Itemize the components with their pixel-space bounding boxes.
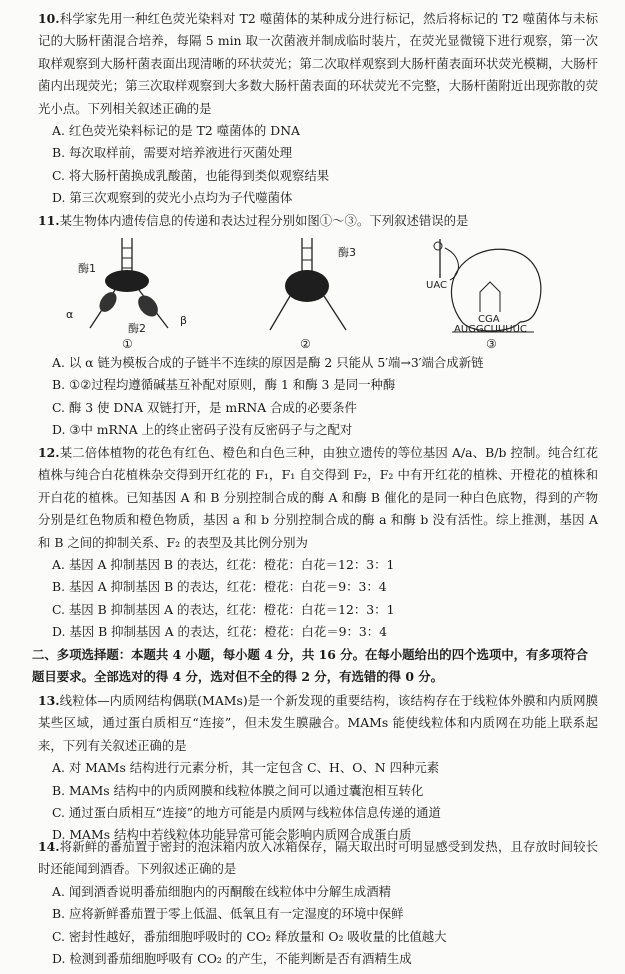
question-11-figure — [66, 236, 590, 354]
option-c: C. 基因 B 抑制基因 A 的表达，红花：橙花：白花＝12：3：1 — [52, 601, 395, 617]
option-a: A. 以 α 链为模板合成的子链半不连续的原因是酶 2 只能从 5′端→3′端合成新链 — [52, 355, 484, 370]
mrna-sequence: AUGGCUUUUC — [454, 324, 527, 335]
question-number: 13. — [38, 693, 60, 708]
enzyme-2-label: 酶2 — [128, 322, 146, 335]
option-d: D. ③中 mRNA 上的终止密码子没有反密码子与之配对 — [52, 422, 353, 438]
option-c: C. 通过蛋白质相互“连接”的地方可能是内质网与线粒体信息传递的通道 — [52, 805, 441, 821]
anticodon-uac: UAC — [426, 280, 447, 291]
section-2-header — [32, 644, 598, 689]
option-a: A. 基因 A 抑制基因 B 的表达，红花：橙花：白花＝12：3：1 — [52, 557, 395, 573]
option-c: C. 密封性越好，番茄细胞呼吸时的 CO₂ 释放量和 O₂ 吸收量的比值越大 — [52, 928, 447, 944]
option-c: C. 将大肠杆菌换成乳酸菌，也能得到类似观察结果 — [52, 167, 330, 183]
question-10-stem: 10.科学家先用一种红色荧光染料对 T2 噬菌体的某种成分进行标记，然后将标记的 T2 噬菌体与未标记的大肠杆菌混合培养，每隔 5 min 取一次菌液并制成临时装片，在荧光显微镜下进行观察，第一次取样观察到大肠杆菌表面出现清晰的环状荧光；第二次取样观察到大肠杆菌表面环状荧光模糊，大肠杆菌内出现荧光；第三次取样观察到大多数大肠杆菌表面的环状荧光不完整，大肠杆菌附近出现弥散的荧光小点。下列相关叙述正确的是 — [38, 11, 598, 116]
question-10 — [38, 8, 598, 210]
question-13 — [38, 690, 598, 847]
option-c: C. 酶 3 使 DNA 双链打开，是 mRNA 合成的必要条件 — [52, 399, 357, 415]
question-14-stem: 14.将新鲜的番茄置于密封的泡沫箱内放入冰箱保存，隔天取出时可明显感受到发热，且存放时间较长时还能闻到酒香。下列叙述正确的是 — [38, 839, 598, 877]
figure-3-translation — [426, 239, 541, 351]
section-2-title: 二、多项选择题：本题共 4 小题，每小题 4 分，共 16 分。在每小题给出的四个选项中，有多项符合题目要求。全部选对的得 4 分，选对但不全的得 2 分，有选错的得 0 分。 — [32, 647, 588, 685]
question-11-stem: 11.某生物体内遗传信息的传递和表达过程分别如图①～③。下列叙述错误的是 — [38, 213, 469, 228]
figure-2-number: ② — [300, 337, 311, 351]
question-12 — [38, 442, 598, 644]
option-d: D. MAMs 结构中若线粒体功能异常可能会影响内质网合成蛋白质 — [52, 827, 412, 843]
question-11 — [38, 210, 598, 232]
figure-2-transcription — [270, 238, 356, 351]
option-a: A. 闻到酒香说明番茄细胞内的丙酮酸在线粒体中分解生成酒精 — [52, 883, 391, 899]
figure-1-number: ① — [122, 337, 133, 351]
question-number: 14. — [38, 839, 60, 854]
question-number: 12. — [38, 445, 60, 460]
alpha-label: α — [66, 308, 74, 321]
question-number: 10. — [38, 11, 60, 26]
figure-3-number: ③ — [486, 337, 497, 351]
question-14 — [38, 836, 598, 970]
option-d: D. 第三次观察到的荧光小点均为子代噬菌体 — [52, 190, 293, 206]
question-12-stem: 12.某二倍体植物的花色有红色、橙色和白色三种，由独立遗传的等位基因 A/a、B/b 控制。纯合红花植株与纯合白花植株杂交得到开红花的 F₁，F₁ 自交得到 F₂，F₂ 中有开红花的植株、开橙花的植株和开白花的植株。已知基因 A 和 B 分别控制合成的酶 A 和酶 B 催化的是同一种白色底物，得到的产物分别是红色物质和橙色物质，基因 a 和 b 分别控制合成的酶 a 和酶 b 没有活性。综上推测，基因 A 和 B 之间的抑制关系、F₂ 的表型及其比例分别为 — [38, 445, 598, 550]
enzyme-1-label: 酶1 — [78, 262, 96, 275]
anticodon-cga: CGA — [478, 314, 500, 325]
question-number: 11. — [38, 213, 60, 228]
enzyme-3-label: 酶3 — [338, 246, 356, 259]
beta-label: β — [180, 314, 188, 327]
question-13-stem: 13.线粒体—内质网结构偶联(MAMs)是一个新发现的重要结构，该结构存在于线粒体外膜和内质网膜某些区域，通过蛋白质相互“连接”，但未发生膜融合。MAMs 能使线粒体和内质网在功能上联系起来，下列有关叙述正确的是 — [38, 693, 598, 753]
option-d: D. 检测到番茄细胞呼吸有 CO₂ 的产生，不能判断是否有酒精生成 — [52, 951, 412, 967]
figure-1-replication — [66, 238, 187, 351]
option-d: D. 基因 B 抑制基因 A 的表达，红花：橙花：白花＝9：3：4 — [52, 624, 388, 640]
option-b: B. ①②过程均遵循碱基互补配对原则，酶 1 和酶 3 是同一种酶 — [52, 377, 396, 393]
option-b: B. 应将新鲜番茄置于零上低温、低氧且有一定湿度的环境中保鲜 — [52, 906, 404, 922]
option-a: A. 红色荧光染料标记的是 T2 噬菌体的 DNA — [52, 123, 300, 139]
question-11-options — [38, 352, 598, 442]
option-a: A. 对 MAMs 结构进行元素分析，其一定包含 C、H、O、N 四种元素 — [52, 760, 440, 776]
option-b: B. 每次取样前，需要对培养液进行灭菌处理 — [52, 145, 293, 161]
option-b: B. MAMs 结构中的内质网膜和线粒体膜之间可以通过囊泡相互转化 — [52, 782, 424, 798]
option-b: B. 基因 A 抑制基因 B 的表达，红花：橙花：白花＝9：3：4 — [52, 579, 387, 595]
